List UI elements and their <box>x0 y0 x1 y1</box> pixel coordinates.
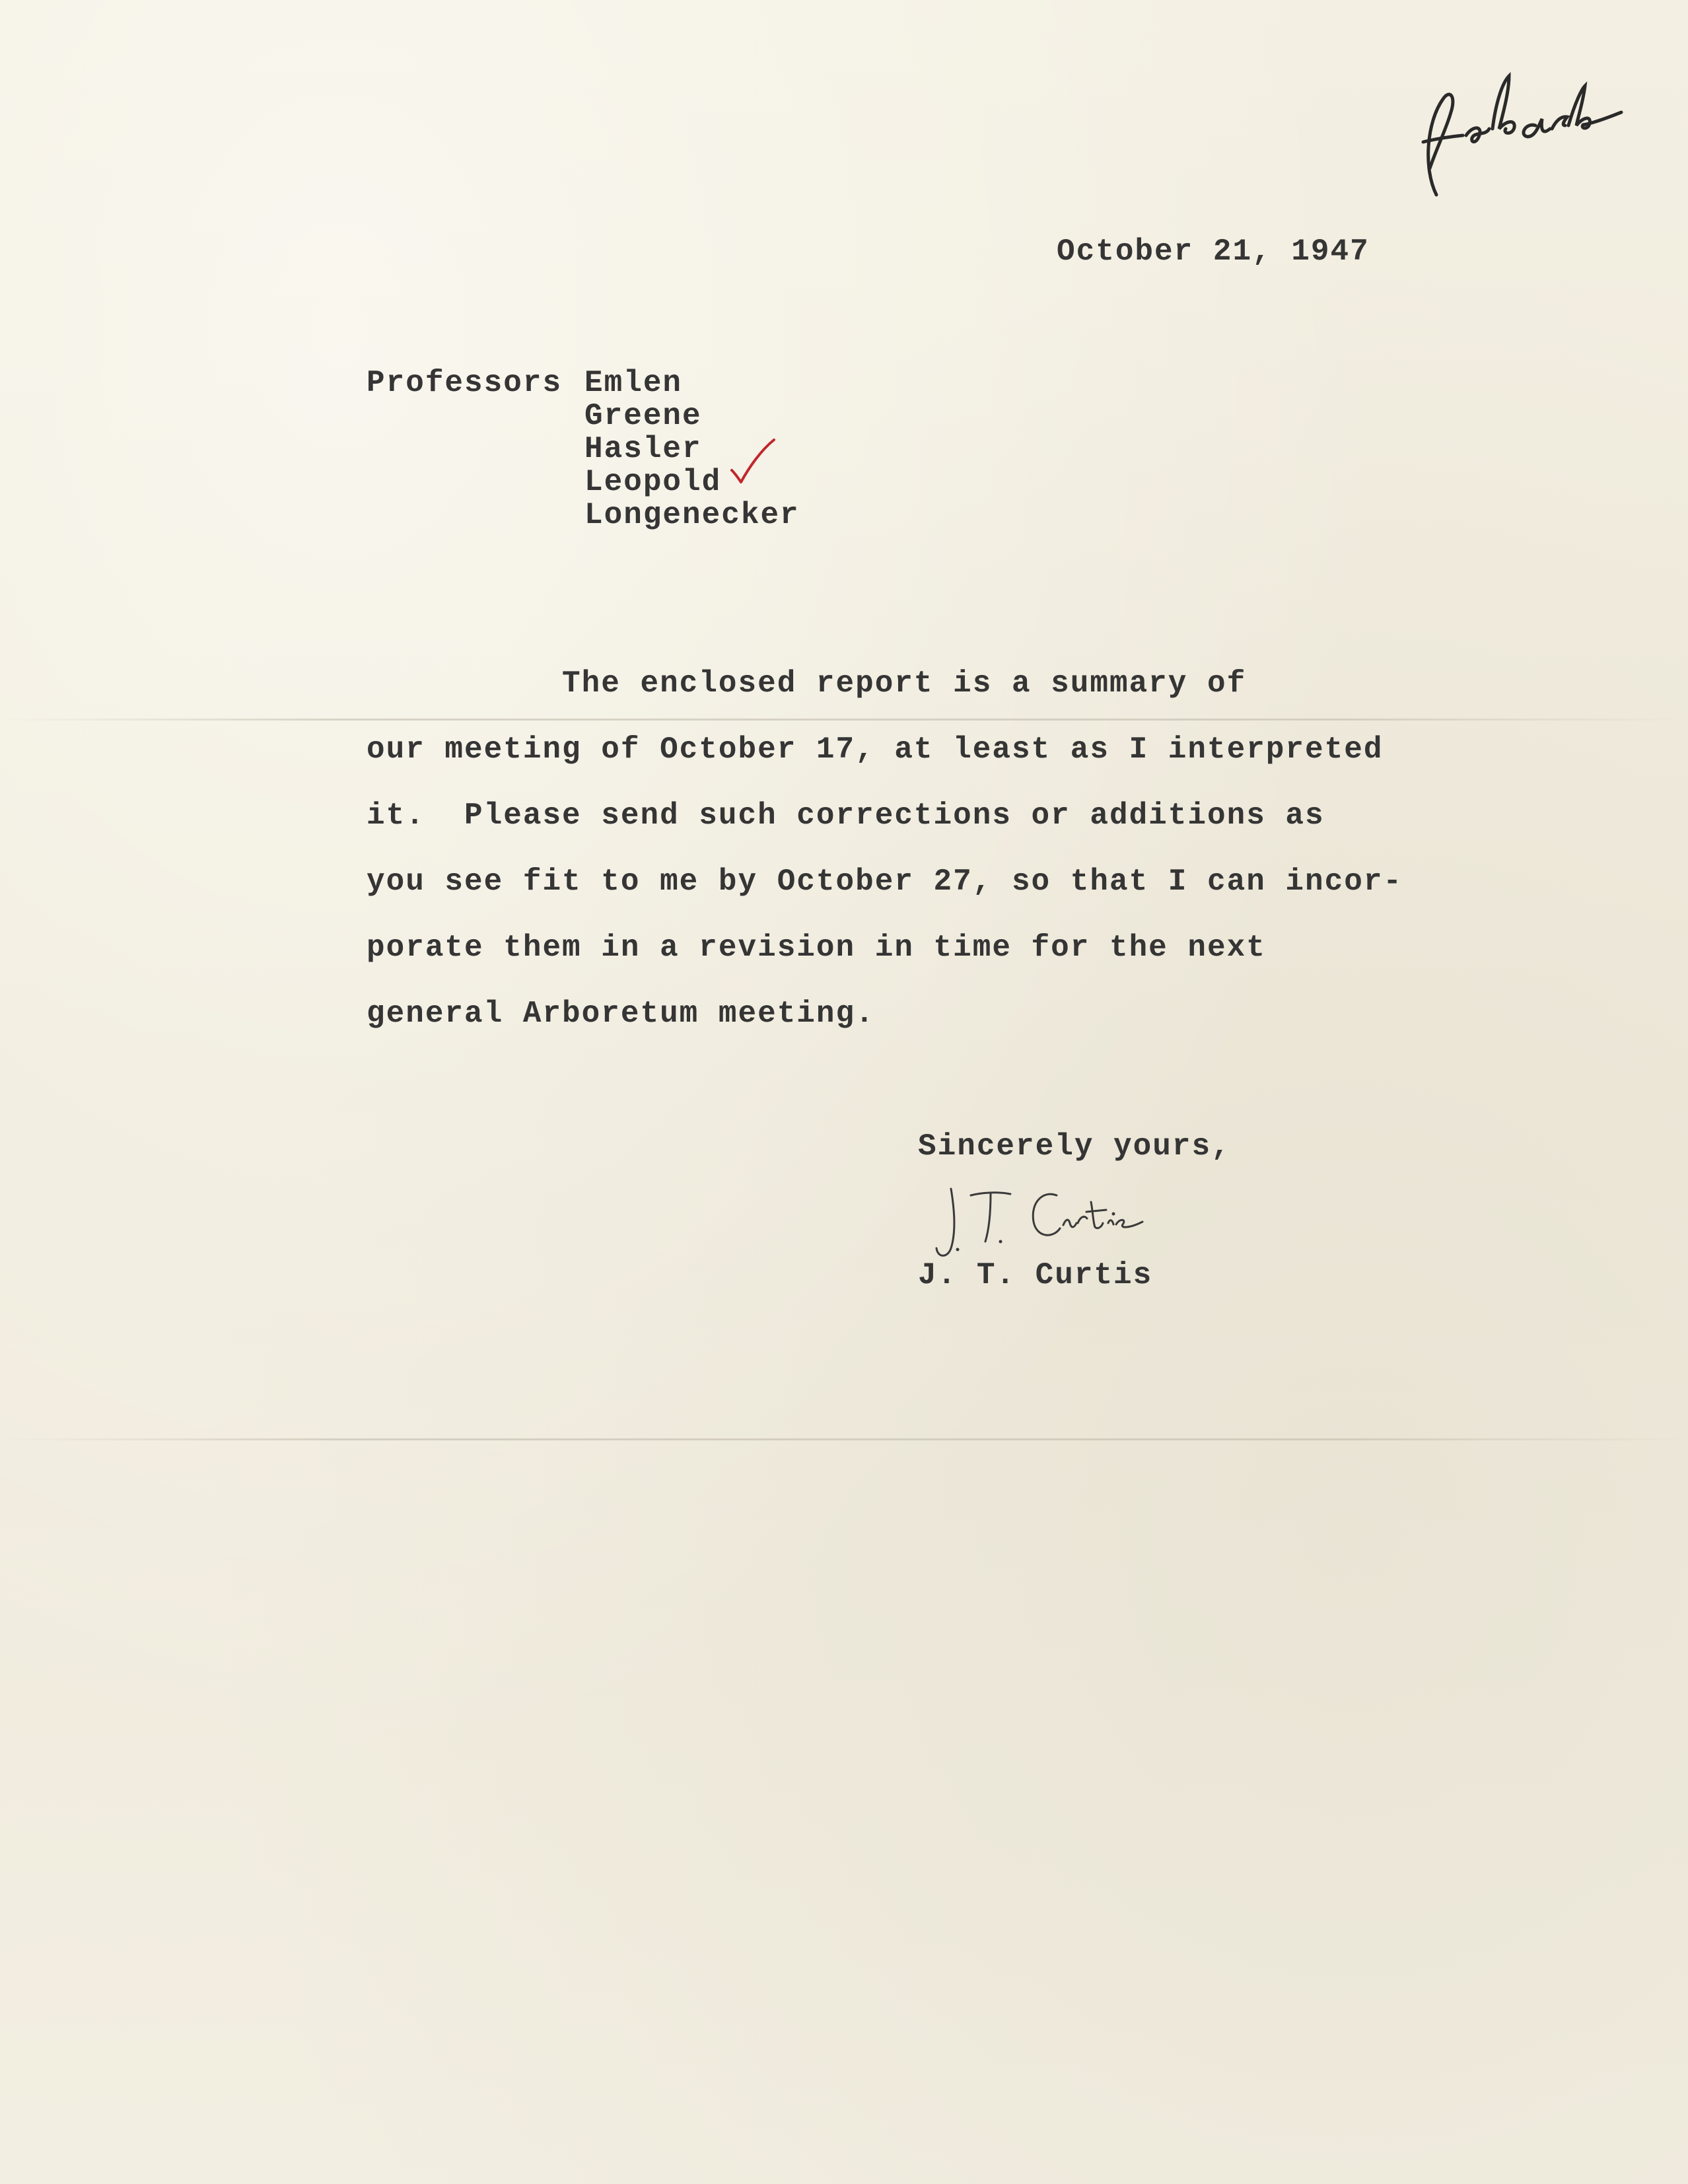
typed-signature: J. T. Curtis <box>918 1258 1153 1292</box>
recipient-name: Leopold <box>584 465 722 499</box>
recipient-name: Longenecker <box>584 498 800 532</box>
paper-fold-line <box>0 1438 1688 1440</box>
body-line: general Arboretum meeting. <box>367 997 875 1031</box>
recipient-name: Hasler <box>584 432 702 466</box>
handwritten-signature <box>925 1176 1169 1268</box>
body-line: our meeting of October 17, at least as I interpreted <box>367 732 1384 767</box>
letter-date: October 21, 1947 <box>1057 234 1370 269</box>
letter-body <box>367 664 1403 1060</box>
body-line: it. Please send such corrections or additions as <box>367 798 1325 833</box>
recipient-line <box>367 499 800 532</box>
body-line: The enclosed report is a summary of <box>367 666 1247 701</box>
handwritten-note-feb-arb <box>1410 63 1628 215</box>
recipient-name: Emlen <box>584 366 683 400</box>
letter-closing: Sincerely yours, <box>918 1129 1231 1164</box>
recipient-prefix: Professors <box>367 366 563 400</box>
recipient-name: Greene <box>584 399 702 433</box>
recipient-line <box>367 367 800 400</box>
recipient-line <box>367 400 800 433</box>
body-line: porate them in a revision in time for the next <box>367 931 1266 965</box>
body-line: you see fit to me by October 27, so that I can incor- <box>367 864 1403 899</box>
red-checkmark-icon <box>726 436 779 489</box>
